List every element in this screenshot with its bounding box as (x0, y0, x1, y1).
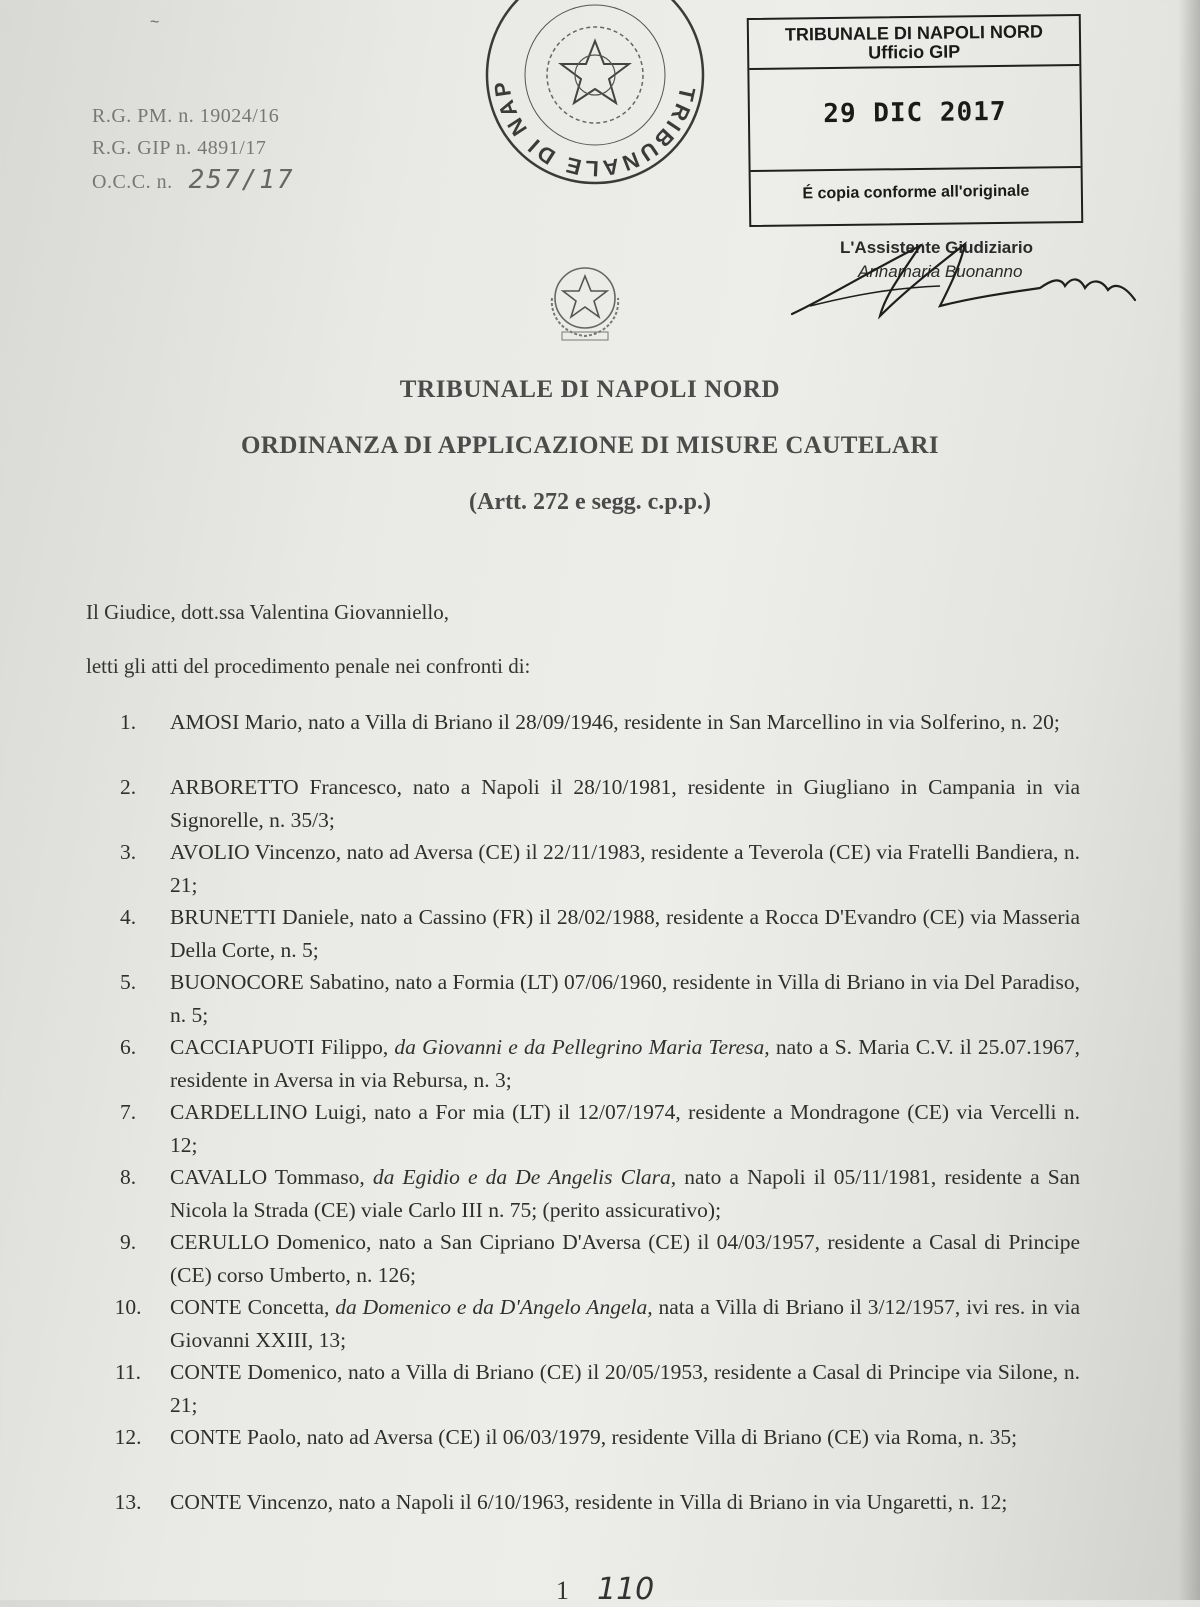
page-total-handwritten: 110 (597, 1572, 655, 1607)
italian-emblem-icon (547, 27, 643, 123)
list-item: 12. CONTE Paolo, nato ad Aversa (CE) il 06/03/1979, residente Villa di Briano (CE) via Roma, n. 35; (114, 1425, 1018, 1449)
document-headings (0, 370, 1180, 522)
stamp-office: Ufficio GIP (868, 41, 961, 63)
occ-number-handwritten: 257/17 (188, 165, 295, 195)
list-item: 10. CONTE Concetta, da Domenico e da D'Angelo Angela, nata a Villa di Briano il 3/12/1957, ivi res. in via Giovanni XXIII, 13; (114, 1295, 1081, 1352)
judge-line: Il Giudice, dott.ssa Valentina Giovanniello, (86, 600, 449, 624)
stray-mark: ~ (150, 14, 160, 31)
rg-pm-number: R.G. PM. n. 19024/16 (92, 105, 280, 127)
articles-heading: (Artt. 272 e segg. c.p.p.) (469, 489, 711, 515)
list-item: 2. ARBORETTO Francesco, nato a Napoli il 28/10/1981, residente in Giugliano in Campania in via Signorelle, n. 35/3; (119, 775, 1080, 832)
list-item: 11. CONTE Domenico, nato a Villa di Briano (CE) il 20/05/1953, residente a Casal di Principe via Silone, n. 21; (114, 1360, 1080, 1417)
assistant-name: Annamaria Buonanno (858, 262, 1023, 281)
registry-block (92, 100, 295, 198)
round-stamp-text: TRIBUNALE DI NAP (488, 77, 701, 182)
stamp-header (749, 16, 1080, 70)
court-heading: TRIBUNALE DI NAPOLI NORD (399, 376, 781, 403)
list-item: 13. CONTE Vincenzo, nato a Napoli il 6/10/1963, residente in Villa di Briano in via Ungaretti, n. 12; (114, 1490, 1008, 1514)
list-item: 9. CERULLO Domenico, nato a San Cipriano D'Aversa (CE) il 04/03/1957, residente a Casal di Principe (CE) corso Umberto, n. 126; (119, 1230, 1081, 1287)
round-court-stamp (480, 0, 710, 190)
republic-emblem-icon (540, 258, 630, 346)
handwritten-signature (790, 236, 1150, 336)
rg-gip-number: R.G. GIP n. 4891/17 (92, 137, 267, 159)
list-item: 6. CACCIAPUOTI Filippo, da Giovanni e da Pellegrino Maria Teresa, nato a S. Maria C.V. il 25.07.1967, residente in Aversa in via Rebursa, n. 3; (119, 1035, 1080, 1092)
copy-conformity-stamp (747, 14, 1084, 227)
page-current: 1 (556, 1576, 569, 1605)
order-heading: ORDINANZA DI APPLICAZIONE DI MISURE CAUTELARI (241, 432, 939, 459)
page-edge-shadow (1178, 0, 1200, 1600)
list-item: 3. AVOLIO Vincenzo, nato ad Aversa (CE) il 22/11/1983, residente a Teverola (CE) via Fratelli Bandiera, n. 21; (119, 840, 1080, 897)
assistant-title: L'Assistente Giudiziario (840, 238, 1033, 257)
list-item: 1. AMOSI Mario, nato a Villa di Briano il 28/09/1946, residente in San Marcellino in via Solferino, n. 20; (119, 710, 1060, 734)
list-item: 8. CAVALLO Tommaso, da Egidio e da De Angelis Clara, nato a Napoli il 05/11/1981, residente a San Nicola la Strada (CE) viale Carlo III n. 75; (perito assicurativo); (119, 1165, 1081, 1222)
list-item: 5. BUONOCORE Sabatino, nato a Formia (LT) 07/06/1960, residente in Villa di Briano in via Del Paradiso, n. 5; (119, 970, 1081, 1027)
defendants-list (100, 706, 1080, 1551)
stamp-date: 29 DIC 2017 (823, 96, 1007, 130)
occ-label: O.C.C. n. (92, 171, 173, 193)
stamp-footer: É copia conforme all'originale (751, 166, 1082, 218)
list-item: 7. CARDELLINO Luigi, nato a For mia (LT) il 12/07/1974, residente a Mondragone (CE) via Vercelli n. 12; (119, 1100, 1081, 1157)
page-number (556, 1572, 654, 1607)
read-acts-line: letti gli atti del procedimento penale nei confronti di: (86, 654, 531, 678)
occ-line (92, 164, 295, 198)
stamp-court: TRIBUNALE DI NAPOLI NORD (784, 21, 1044, 45)
list-item: 4. BRUNETTI Daniele, nato a Cassino (FR) il 28/02/1988, residente a Rocca D'Evandro (CE) via Masseria Della Corte, n. 5; (119, 905, 1081, 962)
